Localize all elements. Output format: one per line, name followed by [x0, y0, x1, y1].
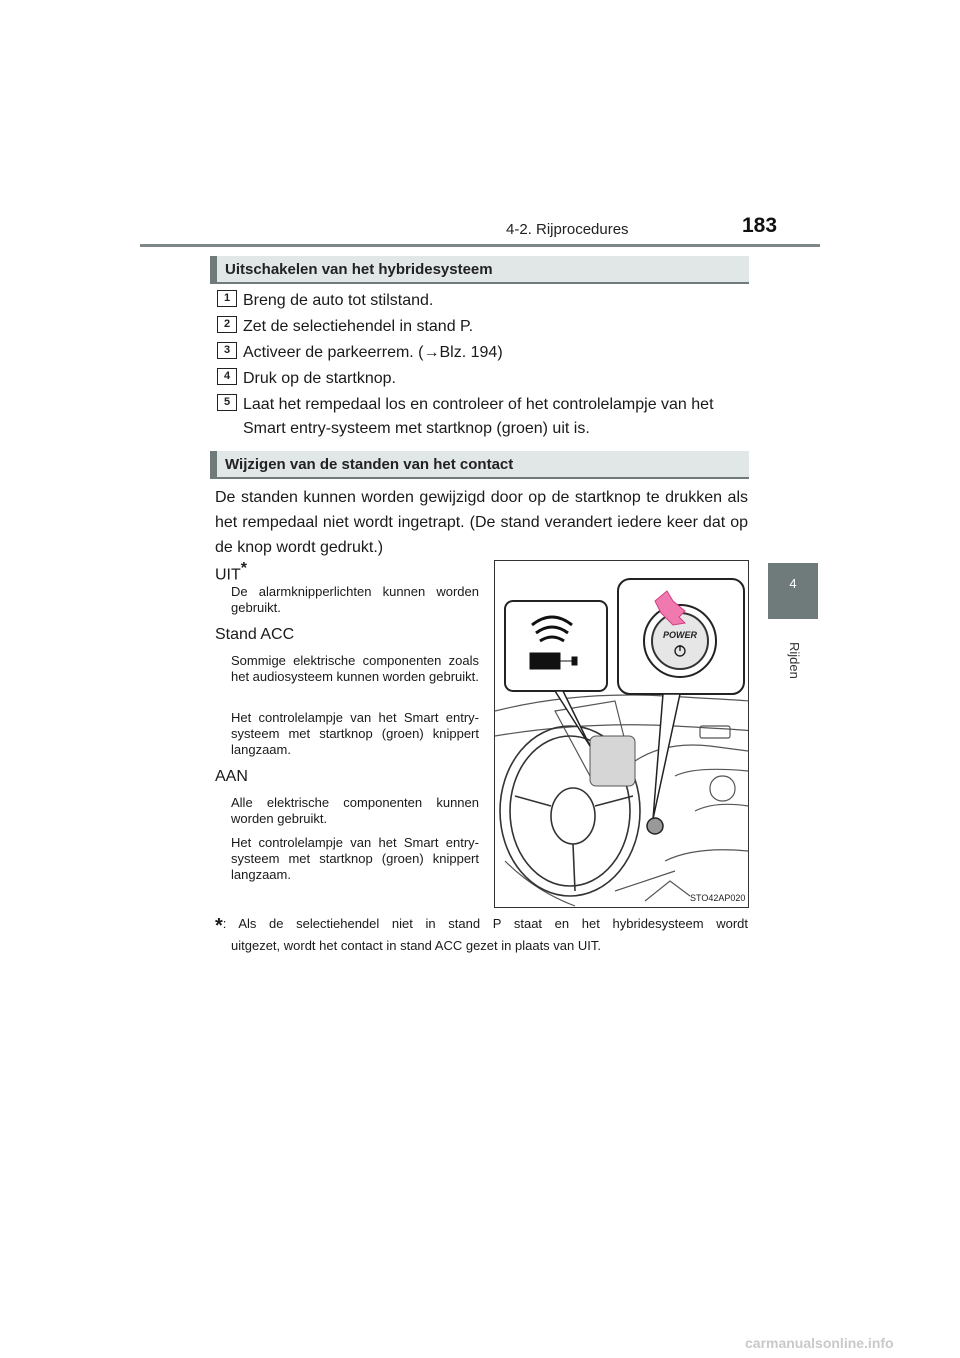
chapter-tab [768, 563, 818, 619]
step-number: 3 [217, 342, 237, 359]
page-number: 183 [742, 214, 778, 237]
section-heading-shutdown: Uitschakelen van het hybridesysteem [210, 256, 749, 284]
section-heading-ignition: Wijzigen van de standen van het contact [210, 451, 749, 479]
svg-text:POWER: POWER [662, 630, 698, 640]
section-breadcrumb: 4-2. Rijprocedures [506, 221, 629, 238]
step-number: 5 [217, 394, 237, 411]
position-desc: Het controlelampje van het Smart entry-systeem met startknop (groen) knippert langzaam. [231, 835, 479, 882]
figure-code: STO42AP020 [690, 893, 746, 903]
position-title-acc: Stand ACC [215, 626, 295, 643]
intro-paragraph: De standen kunnen worden gewijzigd door op de startknop te drukken als het rempedaal niet wordt ingetrapt. (De stand verandert iedere keer dat op de knop wordt gedrukt.) [215, 489, 748, 556]
step-text: Druk op de startknop. [243, 370, 396, 387]
step-number: 2 [217, 316, 237, 333]
step-text-continuation: Smart entry-systeem met startknop (groen) uit is. [243, 420, 590, 437]
watermark: carmanualsonline.info [745, 1335, 894, 1351]
position-desc: Alle elektrische componenten kunnen worden gebruikt. [231, 795, 479, 826]
footnote: *: Als de selectiehendel niet in stand P staat en het hybridesysteem wordt uitgezet, wordt het contact in stand ACC gezet in plaats van UIT. [215, 915, 748, 953]
step-number: 4 [217, 368, 237, 385]
step-text: Laat het rempedaal los en controleer of het controlelampje van het [243, 396, 714, 413]
position-title-off: UIT* [215, 560, 248, 584]
step-number: 1 [217, 290, 237, 307]
step-text: Activeer de parkeerrem. (→Blz. 194) [243, 344, 503, 361]
step-text: Breng de auto tot stilstand. [243, 292, 434, 309]
start-button-illustration [494, 560, 749, 908]
step-text: Zet de selectiehendel in stand P. [243, 318, 474, 335]
header-divider [140, 244, 820, 247]
position-title-on: AAN [215, 768, 248, 785]
position-desc: De alarmknipperlichten kunnen worden gebruikt. [231, 584, 479, 615]
chapter-number: 4 [789, 576, 797, 591]
position-desc: Sommige elektrische componenten zoals het audiosysteem kunnen worden gebruikt. [231, 653, 479, 684]
chapter-label: Rijden [787, 642, 802, 679]
position-desc: Het controlelampje van het Smart entry-systeem met startknop (groen) knippert langzaam. [231, 710, 479, 757]
